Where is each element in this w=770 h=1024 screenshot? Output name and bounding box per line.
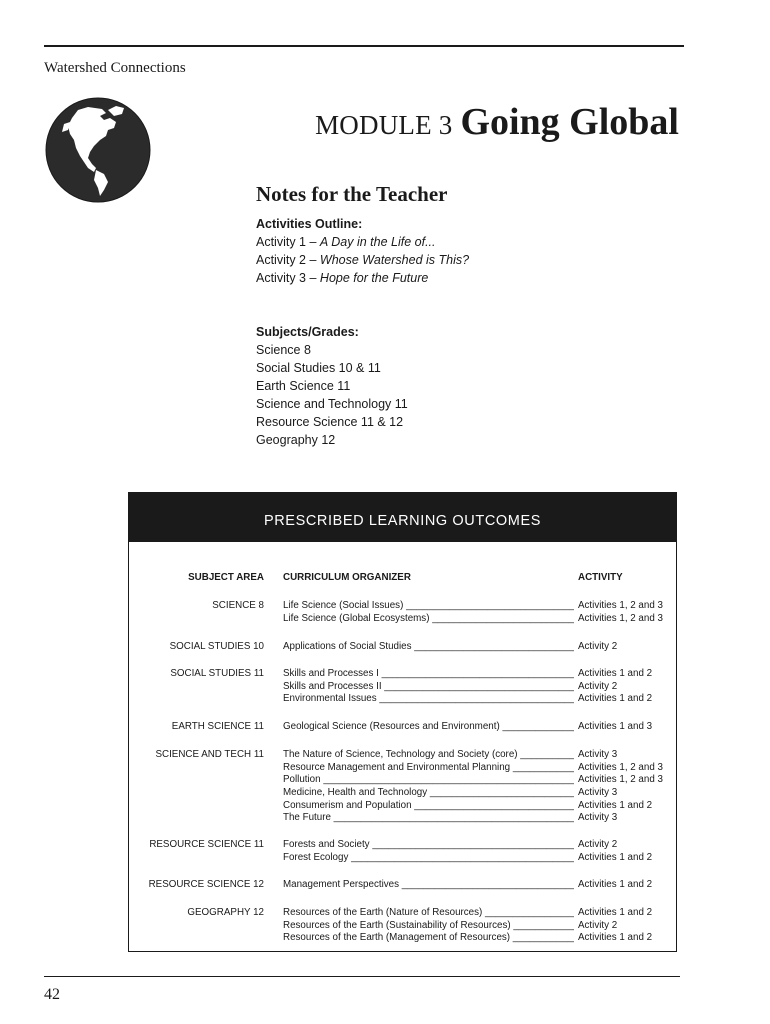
- table-row: [283, 812, 683, 825]
- activities-list: [256, 233, 469, 287]
- subject-area: SCIENCE 8: [212, 600, 264, 611]
- module-name: Going Global: [460, 101, 679, 143]
- table-row: [283, 721, 683, 734]
- learning-outcomes-title: PRESCRIBED LEARNING OUTCOMES: [129, 493, 676, 542]
- table-row: [283, 668, 683, 681]
- activity-ref: Activities 1 and 2: [578, 668, 653, 679]
- module-label: MODULE 3: [315, 110, 453, 140]
- subject-area: SCIENCE AND TECH 11: [155, 749, 264, 760]
- subjects-label: Subjects/Grades:: [256, 325, 359, 339]
- activity-prefix: Activity 3 –: [256, 271, 320, 285]
- activity-prefix: Activity 2 –: [256, 253, 320, 267]
- table-row: [283, 774, 683, 787]
- subject-area: SOCIAL STUDIES 11: [170, 668, 264, 679]
- table-row: [283, 839, 683, 852]
- activity-ref: Activities 1, 2 and 3: [578, 761, 663, 773]
- table-row: [283, 681, 683, 694]
- activity-line: [256, 269, 469, 287]
- curriculum-organizer: The Future _____: [283, 812, 574, 825]
- curriculum-organizer: Medicine, Health and Technology _____: [283, 787, 574, 800]
- table-row: [283, 932, 683, 945]
- activity-ref: Activity 2: [578, 839, 618, 850]
- activity-ref: Activities 1 and 2: [578, 879, 653, 890]
- activity-ref: Activities 1 and 2: [578, 907, 653, 918]
- curriculum-organizer: Applications of Social Studies _____: [283, 641, 574, 654]
- curriculum-organizer: Consumerism and Population _____: [283, 800, 574, 813]
- organizer-rows: [283, 839, 683, 864]
- organizer-rows: [283, 600, 683, 625]
- activity-ref: Activities 1, 2 and 3: [578, 612, 663, 624]
- table-row: [283, 613, 683, 626]
- curriculum-organizer: Resource Management and Environmental Planning _____: [283, 762, 574, 775]
- subject-line: Science 8: [256, 343, 311, 357]
- running-head: Watershed Connections: [44, 60, 186, 76]
- table-row: [283, 800, 683, 813]
- bottom-rule: [44, 976, 680, 977]
- subject-line: Geography 12: [256, 433, 336, 447]
- organizer-rows: [283, 641, 683, 654]
- table-row: [283, 600, 683, 613]
- activity-ref: Activity 3: [578, 749, 618, 760]
- organizer-rows: [283, 907, 683, 945]
- col-header-organizer: CURRICULUM ORGANIZER: [283, 572, 411, 583]
- curriculum-organizer: Resources of the Earth (Nature of Resources) _____: [283, 907, 574, 920]
- table-row: [283, 907, 683, 920]
- activity-ref: Activities 1 and 2: [578, 851, 653, 863]
- subject-area: GEOGRAPHY 12: [187, 907, 264, 918]
- table-row: [283, 920, 683, 933]
- curriculum-organizer: Life Science (Global Ecosystems) _____: [283, 613, 574, 626]
- curriculum-organizer: Forest Ecology _____: [283, 852, 574, 865]
- table-row: [283, 762, 683, 775]
- activity-ref: Activities 1 and 3: [578, 721, 653, 732]
- curriculum-organizer: Resources of the Earth (Management of Resources) _____: [283, 932, 574, 945]
- subject-line: Resource Science 11 & 12: [256, 415, 404, 429]
- subject-area: SOCIAL STUDIES 10: [169, 641, 264, 652]
- activity-line: [256, 251, 469, 269]
- curriculum-organizer: Resources of the Earth (Sustainability of Resources) _____: [283, 920, 574, 933]
- curriculum-organizer: The Nature of Science, Technology and Society (core) _____: [283, 749, 574, 762]
- activity-ref: Activities 1, 2 and 3: [578, 774, 663, 786]
- activity-ref: Activity 3: [578, 787, 618, 799]
- col-header-activity: ACTIVITY: [578, 572, 623, 583]
- organizer-rows: [283, 879, 683, 892]
- activity-title: Hope for the Future: [319, 271, 429, 285]
- subjects-list: [256, 341, 408, 449]
- curriculum-organizer: Forests and Society _____: [283, 839, 574, 852]
- table-row: [283, 879, 683, 892]
- globe-icon: [44, 96, 152, 204]
- col-header-subject: SUBJECT AREA: [188, 572, 264, 583]
- curriculum-organizer: Environmental Issues _____: [283, 693, 574, 706]
- activity-ref: Activity 2: [578, 919, 618, 931]
- curriculum-organizer: Skills and Processes I _____: [283, 668, 574, 681]
- activity-ref: Activities 1, 2 and 3: [578, 600, 663, 611]
- organizer-rows: [283, 721, 683, 734]
- activity-ref: Activities 1 and 2: [578, 693, 653, 705]
- organizer-rows: [283, 668, 683, 706]
- activity-prefix: Activity 1 –: [256, 235, 320, 249]
- subject-area: EARTH SCIENCE 11: [171, 721, 264, 732]
- activity-ref: Activity 2: [578, 680, 618, 692]
- curriculum-organizer: Skills and Processes II _____: [283, 681, 574, 694]
- table-row: [283, 693, 683, 706]
- activity-ref: Activities 1 and 2: [578, 799, 653, 811]
- table-row: [283, 749, 683, 762]
- activity-title: A Day in the Life of...: [319, 235, 436, 249]
- curriculum-organizer: Pollution _____: [283, 774, 574, 787]
- table-row: [283, 787, 683, 800]
- subject-line: Earth Science 11: [256, 379, 351, 393]
- subjects-grades: [256, 323, 408, 449]
- curriculum-organizer: Geological Science (Resources and Environment) _____: [283, 721, 574, 734]
- subject-line: Science and Technology 11: [256, 397, 408, 411]
- activity-ref: Activity 2: [578, 641, 618, 652]
- page-number: 42: [44, 986, 60, 1003]
- curriculum-organizer: Management Perspectives _____: [283, 879, 574, 892]
- top-rule: [44, 45, 684, 47]
- activity-ref: Activity 3: [578, 812, 618, 824]
- activity-ref: Activities 1 and 2: [578, 932, 653, 944]
- activity-line: [256, 233, 469, 251]
- table-row: [283, 852, 683, 865]
- notes-heading: Notes for the Teacher: [256, 182, 448, 206]
- organizer-rows: [283, 749, 683, 825]
- subject-area: RESOURCE SCIENCE 11: [149, 839, 264, 850]
- module-title: [315, 100, 679, 144]
- table-row: [283, 641, 683, 654]
- subject-area: RESOURCE SCIENCE 12: [148, 879, 264, 890]
- activities-outline: [256, 215, 469, 287]
- activity-title: Whose Watershed is This?: [319, 253, 470, 267]
- activities-label: Activities Outline:: [256, 217, 363, 231]
- curriculum-organizer: Life Science (Social Issues) _____: [283, 600, 574, 613]
- subject-line: Social Studies 10 & 11: [256, 361, 381, 375]
